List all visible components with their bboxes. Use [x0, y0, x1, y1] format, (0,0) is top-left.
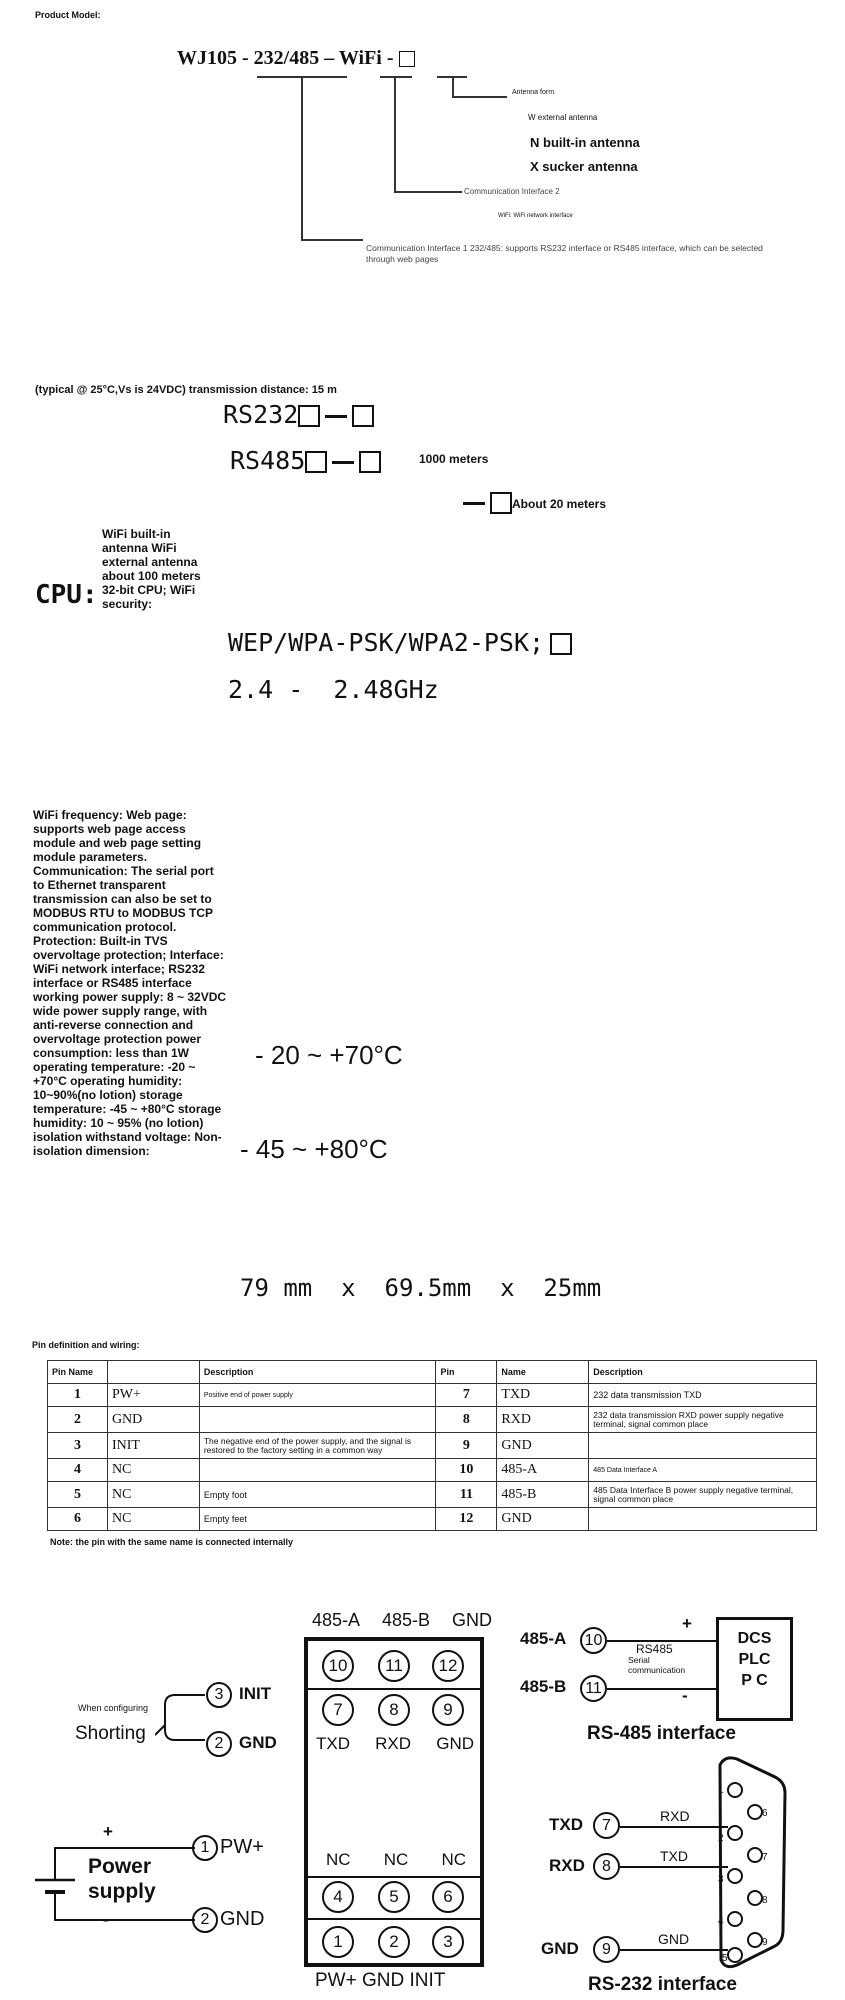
serial-comm-label: Serial communication	[628, 1655, 686, 1675]
db9-pin-label: 2	[718, 1833, 724, 1844]
terminal-divider	[304, 1876, 484, 1878]
wifi-security-row	[228, 628, 572, 657]
col-header: Description	[199, 1361, 436, 1384]
terminal-pin-12: 12	[432, 1650, 464, 1682]
pgnd-pin-circle: 2	[192, 1907, 218, 1933]
table-row	[48, 1508, 817, 1531]
pin-description: 232 data transmission RXD power supply negative terminal, signal common place	[589, 1407, 817, 1433]
rs232-label: RS232	[223, 400, 299, 429]
terminal-pin-3: 3	[432, 1926, 464, 1958]
when-configuring-label: When configuring	[78, 1703, 149, 1713]
x-sucker-label: X sucker antenna	[530, 159, 638, 174]
table-row	[48, 1482, 817, 1508]
terminal-bottom-labels: PW+ GND INIT	[315, 1970, 446, 1991]
terminal-top-label: 485-B	[382, 1610, 431, 1630]
leader-iface2	[394, 76, 396, 191]
rxd-pin: 8	[593, 1853, 620, 1880]
model-code-iface2: WiFi	[338, 47, 382, 69]
rxd-wire	[620, 1866, 728, 1868]
pin-number: 1	[48, 1384, 108, 1407]
pin-name: 485-B	[497, 1482, 589, 1508]
pw-pin-circle: 1	[192, 1835, 218, 1861]
pin-number: 3	[48, 1433, 108, 1459]
wifi-antenna-text: WiFi built-in antenna WiFi external antenna about 100 meters 32-bit CPU; WiFi security:	[102, 527, 201, 611]
col-header: Pin	[436, 1361, 497, 1384]
db9-pin-label: 7	[762, 1852, 768, 1863]
db9-pin-label: 8	[762, 1895, 768, 1906]
pgnd-label: GND	[220, 1908, 265, 1930]
dcs-plc-text	[716, 1628, 793, 1691]
pin-number: 5	[48, 1482, 108, 1508]
terminal-label-nc: NC	[383, 1850, 409, 1869]
w-external-label: W external antenna	[528, 113, 598, 122]
terminal-label-rxd: RXD	[375, 1734, 412, 1753]
terminal-row3-labels	[326, 1850, 466, 1870]
db9-pin-label: 4	[718, 1916, 724, 1927]
terminal-label-nc: NC	[441, 1850, 466, 1869]
terminal-divider	[304, 1918, 484, 1920]
leader-antenna	[452, 76, 454, 96]
comm-iface2-label: Communication Interface 2	[464, 187, 560, 196]
col-header	[107, 1361, 199, 1384]
gnd-wire-label: GND	[658, 1931, 690, 1947]
pin-note: Note: the pin with the same name is connected internally	[50, 1537, 294, 1547]
comm-iface1-label: Communication Interface 1 232/485: supports RS232 interface or RS485 interface, which can be selected through web pages	[366, 243, 763, 264]
leader-iface1	[301, 76, 303, 239]
model-code-sep: -	[386, 47, 394, 69]
rs485-a-pin: 10	[580, 1627, 607, 1654]
model-code-sep: -	[242, 47, 249, 69]
rs232-row	[223, 400, 374, 429]
db9-pin-label: 1	[718, 1785, 724, 1796]
thousand-meters: 1000 meters	[419, 452, 489, 466]
terminal-pin-6: 6	[432, 1881, 464, 1913]
pw-label: PW+	[220, 1836, 264, 1858]
txd-pin: 7	[593, 1812, 620, 1839]
gnd-pin-circle: 2	[206, 1731, 232, 1757]
col-header: Pin Name	[48, 1361, 108, 1384]
col-header: Name	[497, 1361, 589, 1384]
pin-description: 485 Data Interface B power supply negative terminal, signal common place	[589, 1482, 817, 1508]
pin-description: Empty foot	[199, 1482, 436, 1508]
terminal-row2-labels	[316, 1734, 474, 1754]
rs485-tag: RS485	[636, 1642, 673, 1656]
rs485-minus: -	[682, 1686, 688, 1705]
rs485-plus: +	[682, 1614, 692, 1633]
model-code-sep: –	[324, 47, 335, 69]
about20-box	[490, 492, 512, 514]
init-pin-circle: 3	[206, 1682, 232, 1708]
rs232-dash	[325, 415, 347, 418]
storage-temperature: - 45 ~ +80°C	[240, 1134, 388, 1164]
power-label: Power	[88, 1855, 152, 1878]
terminal-pin-4: 4	[322, 1881, 354, 1913]
pin-name: TXD	[497, 1384, 589, 1407]
pin-description: 485 Data Interface A	[589, 1459, 817, 1482]
pin-number: 11	[436, 1482, 497, 1508]
pin-name: INIT	[107, 1433, 199, 1459]
rs485-dash	[332, 461, 354, 464]
terminal-label-txd: TXD	[316, 1734, 350, 1753]
rs485-box	[359, 451, 381, 473]
pin-name: GND	[497, 1433, 589, 1459]
db9-pin-label: 5	[722, 1953, 728, 1964]
pin-description: The negative end of the power supply, and the signal is restored to the factory setting in a common way	[199, 1433, 436, 1459]
pin-name: GND	[107, 1407, 199, 1433]
antenna-form-label: Antenna form	[512, 89, 555, 96]
rs485-label: RS485	[230, 446, 306, 475]
terminal-pin-8: 8	[378, 1694, 410, 1726]
table-row	[48, 1407, 817, 1433]
pin-table-header	[48, 1361, 817, 1384]
minus-sign: -	[103, 1910, 109, 1929]
db9-pin-label: 6	[762, 1808, 768, 1819]
gnd232-wire	[620, 1949, 728, 1951]
pin-description: Positive end of power supply	[199, 1384, 436, 1407]
transmission-distance: (typical @ 25°C,Vs is 24VDC) transmission distance: 15 m	[35, 384, 337, 396]
terminal-top-label: GND	[452, 1610, 492, 1630]
rs485-a-label: 485-A	[520, 1629, 567, 1648]
plc-line: PLC	[738, 1651, 771, 1668]
pin-table	[47, 1360, 817, 1531]
pin-number: 2	[48, 1407, 108, 1433]
leader-iface1	[301, 239, 363, 241]
txd-wire	[620, 1826, 728, 1828]
about20-row	[458, 492, 512, 514]
col-header: Description	[589, 1361, 817, 1384]
about20-dash	[463, 502, 485, 505]
terminal-pin-1: 1	[322, 1926, 354, 1958]
leader-antenna	[452, 96, 507, 98]
product-model-heading: Product Model:	[35, 10, 101, 20]
terminal-pin-9: 9	[432, 1694, 464, 1726]
shorting-label: Shorting	[75, 1723, 146, 1744]
pin-name: NC	[107, 1508, 199, 1531]
antenna-placeholder-box	[399, 51, 415, 67]
terminal-label-gnd: GND	[436, 1734, 474, 1753]
dcs-line: DCS	[737, 1630, 772, 1647]
security-box	[550, 633, 572, 655]
pin-definition-heading: Pin definition and wiring:	[32, 1340, 140, 1350]
plus-sign: +	[103, 1822, 113, 1841]
pin-description	[199, 1407, 436, 1433]
table-row	[48, 1459, 817, 1482]
rxd-label: RXD	[549, 1856, 585, 1875]
cpu-label: CPU:	[35, 580, 98, 610]
terminal-divider	[304, 1688, 484, 1690]
gnd-label: GND	[239, 1733, 277, 1752]
spec-description: WiFi frequency: Web page: supports web page access module and web page setting module parameters. Communication: The serial port to Ethernet transparent transmission can also be set to MODBUS RTU to MODBUS TCP communication protocol. Protection: Built-in TVS overvoltage protection; Interface: WiFi network interface; RS232 interface or RS485 interface working power supply: 8 ~ 32VDC wide power supply range, with anti-reverse connection and overvoltage protection power consumption: less than 1W operating temperature: -20 ~ +70°C operating humidity: 10~90%(no lotion) storage temperature: -45 ~ +80°C storage humidity: 10 ~ 95% (no lotion) isolation withstand voltage: Non-isolation dimension:	[33, 808, 227, 1158]
rxd-wire-label: TXD	[660, 1848, 688, 1864]
pin-name: 485-A	[497, 1459, 589, 1482]
about-20-meters: About 20 meters	[512, 497, 607, 511]
table-row	[48, 1384, 817, 1407]
pin-description: 232 data transmission TXD	[589, 1384, 817, 1407]
dimension: 79 mm x 69.5mm x 25mm	[240, 1274, 602, 1302]
rs485-b-pin: 11	[580, 1675, 607, 1702]
n-builtin-label: N built-in antenna	[530, 135, 640, 150]
pin-number: 8	[436, 1407, 497, 1433]
db9-pin-label: 3	[718, 1874, 724, 1885]
terminal-top-labels	[312, 1610, 492, 1631]
underline-iface2	[380, 76, 412, 78]
rs485-box	[305, 451, 327, 473]
table-row	[48, 1433, 817, 1459]
db9-pin-label: 9	[762, 1937, 768, 1948]
pin-description	[199, 1459, 436, 1482]
model-code	[177, 47, 415, 70]
pin-number: 12	[436, 1508, 497, 1531]
operating-temperature: - 20 ~ +70°C	[255, 1040, 403, 1070]
pin-number: 4	[48, 1459, 108, 1482]
terminal-pin-7: 7	[322, 1694, 354, 1726]
rs485-b-label: 485-B	[520, 1677, 567, 1696]
txd-wire-label: RXD	[660, 1808, 690, 1824]
terminal-label-nc: NC	[326, 1850, 351, 1869]
pc-line: P C	[741, 1672, 768, 1689]
gnd232-pin: 9	[593, 1936, 620, 1963]
pin-name: NC	[107, 1482, 199, 1508]
wifi-frequency: 2.4 - 2.48GHz	[228, 675, 439, 704]
pin-name: GND	[497, 1508, 589, 1531]
supply-label: supply	[88, 1880, 156, 1903]
rs485-b-wire	[607, 1688, 717, 1690]
shorting-wire	[155, 1685, 210, 1750]
terminal-pin-2: 2	[378, 1926, 410, 1958]
terminal-pin-11: 11	[378, 1650, 410, 1682]
rs485-interface-title: RS-485 interface	[587, 1723, 736, 1744]
wifi-network-label: WiFi: WiFi network interface	[498, 213, 573, 219]
rs232-box	[298, 405, 320, 427]
rs232-box	[352, 405, 374, 427]
txd-label: TXD	[549, 1815, 583, 1834]
terminal-top-label: 485-A	[312, 1610, 361, 1630]
gnd232-label: GND	[541, 1939, 579, 1958]
pin-description: Empty feet	[199, 1508, 436, 1531]
pin-name: RXD	[497, 1407, 589, 1433]
pin-name: PW+	[107, 1384, 199, 1407]
rs232-interface-title: RS-232 interface	[588, 1974, 737, 1995]
pin-number: 10	[436, 1459, 497, 1482]
leader-iface2	[394, 191, 462, 193]
terminal-pin-5: 5	[378, 1881, 410, 1913]
pin-number: 7	[436, 1384, 497, 1407]
pin-description	[589, 1508, 817, 1531]
init-label: INIT	[239, 1684, 272, 1703]
terminal-pin-10: 10	[322, 1650, 354, 1682]
pin-description	[589, 1433, 817, 1459]
rs485-row	[230, 446, 381, 475]
model-code-iface1: 232/485	[253, 47, 320, 69]
wifi-security: WEP/WPA-PSK/WPA2-PSK;	[228, 628, 545, 657]
pin-name: NC	[107, 1459, 199, 1482]
pin-number: 6	[48, 1508, 108, 1531]
model-code-main: WJ105	[177, 47, 237, 69]
pin-number: 9	[436, 1433, 497, 1459]
